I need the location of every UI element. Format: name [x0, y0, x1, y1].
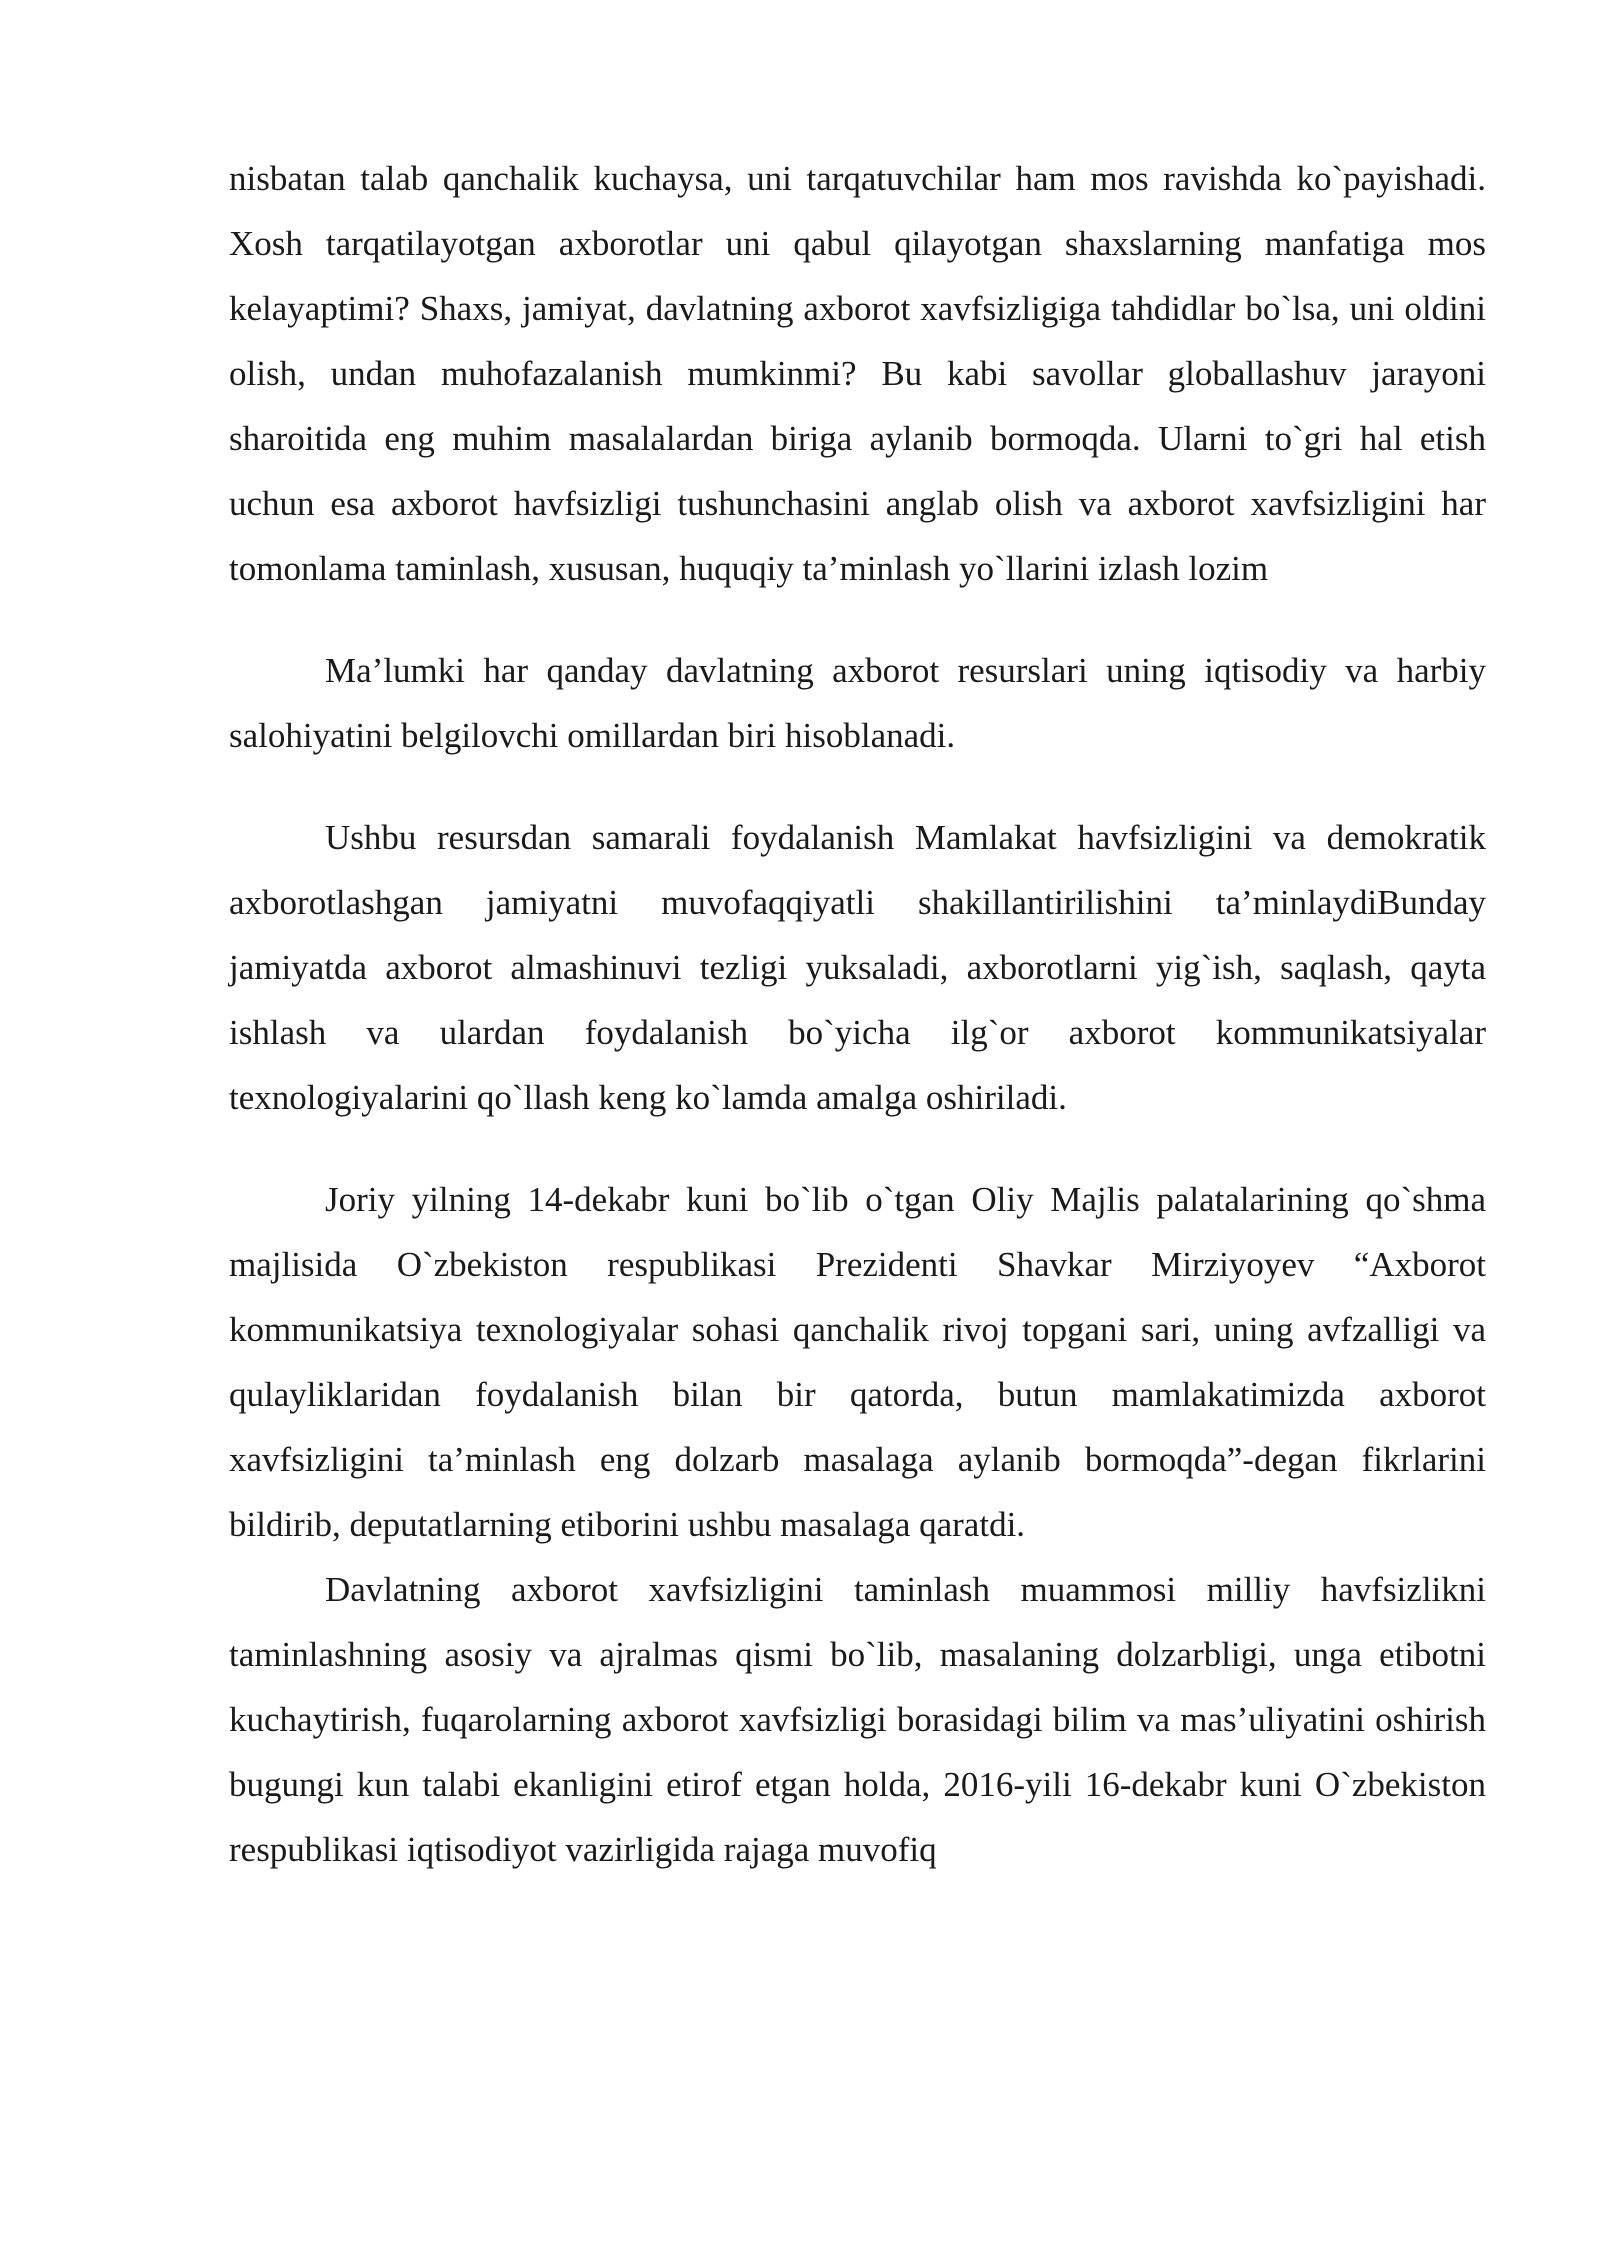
paragraph-3: Ushbu resursdan samarali foydalanish Mamlakat havfsizligini va demokratik axborotlashgan jamiyatni muvofaqqiyatli shakillantirilishini ta’minlaydiBunday jamiyatda axborot almashinuvi tezligi yuksaladi, axborotlarni yig`ish, saqlash, qayta ishlash va ulardan foydalanish bo`yicha ilg`or axborot kommunikatsiyalar texnologiyalarini qo`llash keng ko`lamda amalga oshiriladi.	[229, 818, 1486, 1117]
paragraph-5: Davlatning axborot xavfsizligini taminlash muammosi milliy havfsizlikni taminlashning asosiy va ajralmas qismi bo`lib, masalaning dolzarbligi, unga etibotni kuchaytirish, fuqarolarning axborot xavfsizligi borasidagi bilim va mas’uliyatini oshirish bugungi kun talabi ekanligini etirof etgan holda, 2016-yili 16-dekabr kuni O`zbekiston respublikasi iqtisodiyot vazirligida rajaga muvofiq	[229, 1570, 1486, 1869]
paragraph-4: Joriy yilning 14-dekabr kuni bo`lib o`tgan Oliy Majlis palatalarining qo`shma majlisida O`zbekiston respublikasi Prezidenti Shavkar Mirziyoyev “Axborot kommunikatsiya texnologiyalar sohasi qanchalik rivoj topgani sari, uning avfzalligi va qulayliklaridan foydalanish bilan bir qatorda, butun mamlakatimizda axborot xavfsizligini ta’minlash eng dolzarb masalaga aylanib bormoqda”-degan fikrlarini bildirib, deputatlarning etiborini ushbu masalaga qaratdi.	[229, 1180, 1486, 1544]
paragraph-1: nisbatan talab qanchalik kuchaysa, uni tarqatuvchilar ham mos ravishda ko`payishadi. Xosh tarqatilayotgan axborotlar uni qabul qilayotgan shaxslarning manfatiga mos kelayaptimi? Shaxs, jamiyat, davlatning axborot xavfsizligiga tahdidlar bo`lsa, uni oldini olish, undan muhofazalanish mumkinmi? Bu kabi savollar globallashuv jarayoni sharoitida eng muhim masalalardan biriga aylanib bormoqda. Ularni to`gri hal etish uchun esa axborot havfsizligi tushunchasini anglab olish va axborot xavfsizligini har tomonlama taminlash, xususan, huquqiy ta’minlash yo`llarini izlash lozim	[229, 159, 1486, 588]
document-body	[229, 146, 1486, 1882]
paragraph-2: Ma’lumki har qanday davlatning axborot resurslari uning iqtisodiy va harbiy salohiyatini belgilovchi omillardan biri hisoblanadi.	[229, 651, 1486, 755]
